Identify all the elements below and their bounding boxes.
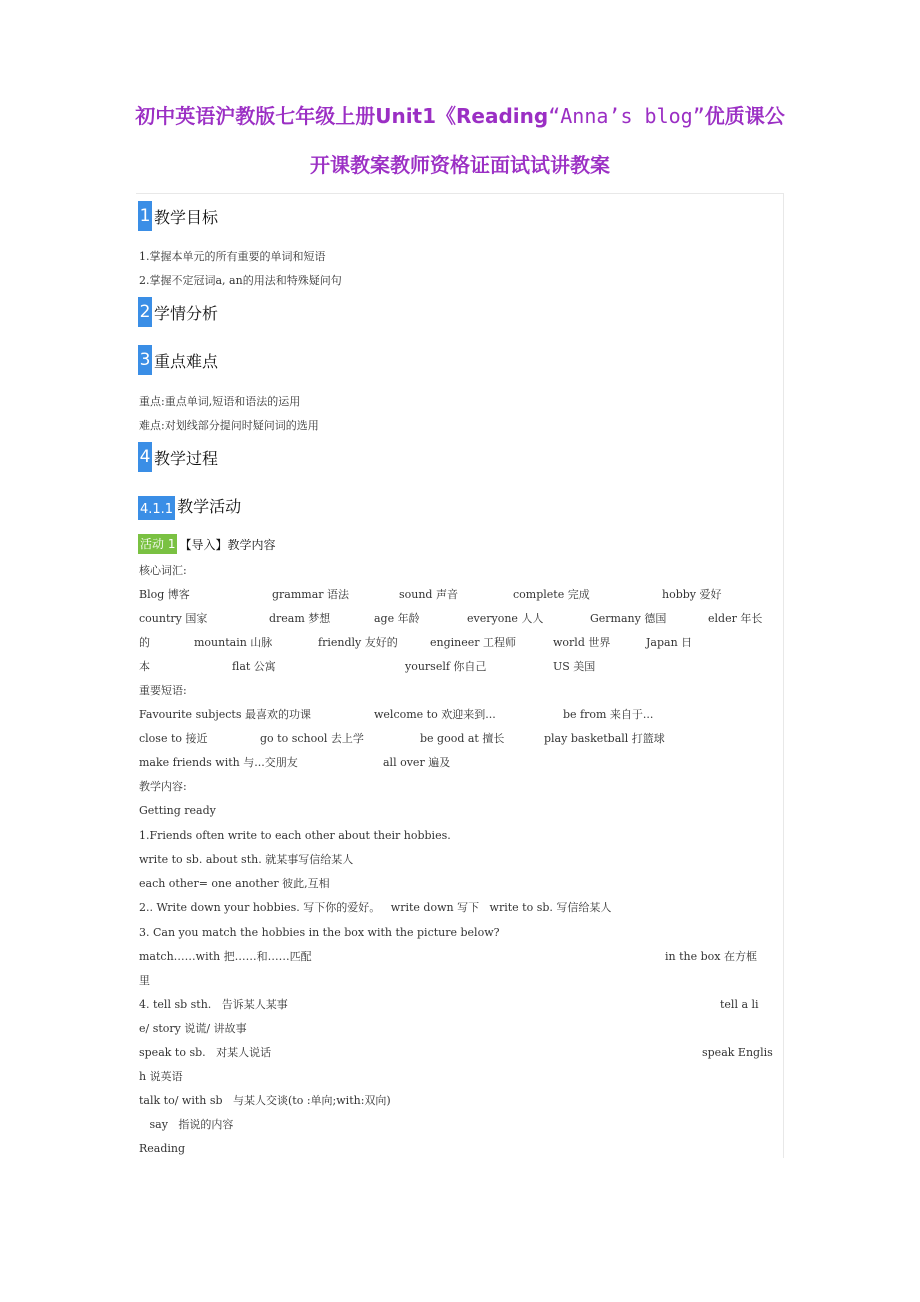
phrase-item: be from 来自于... [563, 708, 654, 721]
content-frame [136, 193, 784, 1158]
vocab-item: age 年龄 [374, 612, 420, 625]
vocab-heading: 核心词汇: [139, 564, 187, 577]
split-line-left: match……with 把……和……匹配 [139, 950, 312, 963]
activity-label: 【导入】教学内容 [179, 537, 276, 552]
section-heading-keypoints [138, 345, 218, 375]
content-line: 2.. Write down your hobbies. 写下你的爱好。 write down 写下 write to sb. 写信给某人 [139, 901, 612, 914]
content-heading: 教学内容: [139, 780, 187, 793]
title-part-b: Unit1《Reading [375, 104, 549, 128]
vocab-item: country 国家 [139, 612, 208, 625]
phrase-item: play basketball 打篮球 [544, 732, 665, 745]
section-title: 教学活动 [177, 496, 242, 516]
activity-tag: 活动 1 [138, 534, 177, 554]
content-line: say 指说的内容 [139, 1118, 234, 1131]
section-heading-activity [138, 490, 241, 520]
goal-line: 1.掌握本单元的所有重要的单词和短语 [139, 250, 326, 263]
document-title-line-1 [0, 102, 920, 130]
vocab-item: elder 年长 [708, 612, 763, 625]
vocab-item: Germany 德国 [590, 612, 667, 625]
vocab-item: mountain 山脉 [194, 636, 273, 649]
section-title: 重点难点 [154, 351, 219, 371]
section-heading-goals [138, 201, 218, 231]
vocab-item: engineer 工程师 [430, 636, 517, 649]
vocab-item: Blog 博客 [139, 588, 190, 601]
phrase-item: be good at 擅长 [420, 732, 505, 745]
phrase-item: Favourite subjects 最喜欢的功课 [139, 708, 311, 721]
vocab-item: flat 公寓 [232, 660, 276, 673]
vocab-item: world 世界 [553, 636, 611, 649]
vocab-item: 本 [139, 660, 150, 673]
activity-heading [138, 534, 275, 554]
split-line-left: 里 [139, 974, 150, 987]
content-line: write to sb. about sth. 就某事写信给某人 [139, 853, 354, 866]
split-line-left: 4. tell sb sth. 告诉某人某事 [139, 998, 288, 1011]
keypoint-line: 难点:对划线部分提问时疑问词的选用 [139, 419, 319, 432]
phrase-item: go to school 去上学 [260, 732, 364, 745]
section-number: 3 [138, 345, 152, 375]
keypoint-line: 重点:重点单词,短语和语法的运用 [139, 395, 301, 408]
section-title: 学情分析 [154, 303, 219, 323]
split-line-right: tell a li [720, 998, 759, 1011]
split-line-right: in the box 在方框 [665, 950, 757, 963]
content-line: 3. Can you match the hobbies in the box with the picture below? [139, 926, 500, 939]
section-heading-process [138, 442, 218, 472]
vocab-item: complete 完成 [513, 588, 590, 601]
vocab-item: friendly 友好的 [318, 636, 398, 649]
title-part-c: “Anna’s blog” [548, 104, 705, 128]
section-number: 4.1.1 [138, 496, 175, 520]
phrase-item: welcome to 欢迎来到... [374, 708, 496, 721]
section-title: 教学目标 [154, 207, 219, 227]
content-line: Getting ready [139, 804, 216, 817]
vocab-item: sound 声音 [399, 588, 458, 601]
vocab-item: hobby 爱好 [662, 588, 722, 601]
vocab-item: yourself 你自己 [405, 660, 487, 673]
vocab-item: US 美国 [553, 660, 596, 673]
section-heading-analysis [138, 297, 218, 327]
vocab-item: grammar 语法 [272, 588, 350, 601]
split-line-right: speak Englis [702, 1046, 773, 1059]
split-line-left: e/ story 说谎/ 讲故事 [139, 1022, 247, 1035]
section-number: 2 [138, 297, 152, 327]
phrase-item: all over 遍及 [383, 756, 451, 769]
vocab-item: 的 [139, 636, 150, 649]
content-line: 1.Friends often write to each other about their hobbies. [139, 829, 451, 842]
vocab-item: Japan 日 [646, 636, 693, 649]
content-line: talk to/ with sb 与某人交谈(to :单向;with:双向) [139, 1094, 391, 1107]
section-title: 教学过程 [154, 448, 219, 468]
goal-line: 2.掌握不定冠词a, an的用法和特殊疑问句 [139, 274, 342, 287]
phrase-item: make friends with 与...交朋友 [139, 756, 298, 769]
phrase-heading: 重要短语: [139, 684, 187, 697]
content-line: each other= one another 彼此,互相 [139, 877, 330, 890]
split-line-left: h 说英语 [139, 1070, 183, 1083]
vocab-item: everyone 人人 [467, 612, 544, 625]
title-part-d: 优质课公 [704, 104, 785, 128]
document-title-line-2: 开课教案教师资格证面试试讲教案 [310, 153, 610, 177]
section-number: 1 [138, 201, 152, 231]
content-line: Reading [139, 1142, 186, 1155]
split-line-left: speak to sb. 对某人说话 [139, 1046, 272, 1059]
section-number: 4 [138, 442, 152, 472]
phrase-item: close to 接近 [139, 732, 208, 745]
vocab-item: dream 梦想 [269, 612, 331, 625]
title-part-a: 初中英语沪教版七年级上册 [135, 104, 376, 128]
